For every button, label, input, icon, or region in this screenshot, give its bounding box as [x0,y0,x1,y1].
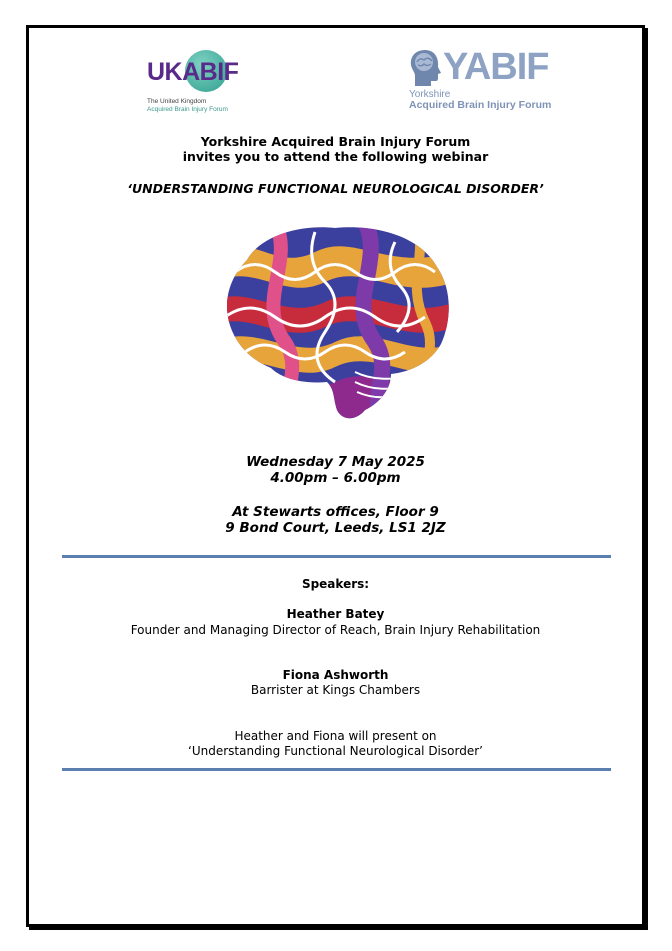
ukabif-logo [147,50,257,120]
speaker-1-role: Founder and Managing Director of Reach, Brain Injury Rehabilitation [130,623,541,637]
yabif-logo-text: YABIF [443,46,549,88]
yabif-logo [409,46,552,116]
divider-bottom [62,768,611,771]
ukabif-subtitle-1: The United Kingdom [147,98,207,105]
event-time: 4.00pm – 6.00pm [270,470,401,486]
speaker-1-name: Heather Batey [286,607,385,621]
speaker-2-name: Fiona Ashworth [282,668,389,682]
presentation-note-1: Heather and Fiona will present on [234,729,437,743]
organizer-name: Yorkshire Acquired Brain Injury Forum [200,134,471,149]
head-profile-icon [409,48,443,88]
invitation-line: invites you to attend the following webinar [182,149,489,164]
ukabif-logo-text: UKABIF [147,58,239,86]
flyer-page [26,25,645,927]
yabif-subtitle-1: Yorkshire [409,89,451,100]
divider-top [62,555,611,558]
presentation-note-2: ‘Understanding Functional Neurological Disorder’ [188,744,483,758]
event-address: 9 Bond Court, Leeds, LS1 2JZ [225,520,446,536]
event-date: Wednesday 7 May 2025 [246,454,425,470]
event-venue: At Stewarts offices, Floor 9 [232,504,439,520]
yabif-subtitle-2: Acquired Brain Injury Forum [409,99,552,111]
brain-illustration [215,222,455,422]
speaker-2-role: Barrister at Kings Chambers [250,683,421,697]
ukabif-subtitle-2: Acquired Brain Injury Forum [147,106,228,113]
speakers-heading: Speakers: [301,577,370,591]
webinar-title: ‘UNDERSTANDING FUNCTIONAL NEUROLOGICAL DISORDER’ [127,181,544,196]
